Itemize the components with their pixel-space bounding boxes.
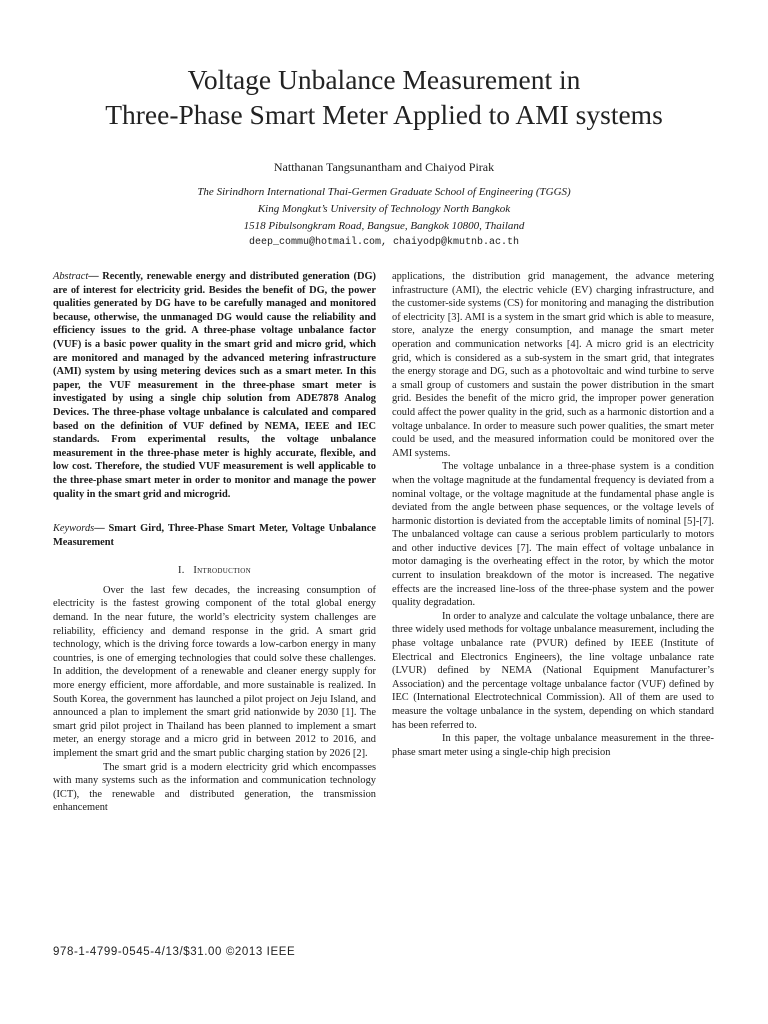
- keywords: [53, 522, 376, 549]
- right-paragraph-2: The voltage unbalance in a three-phase system is a condition when the voltage magnitude at the fundamental frequency is deviated from a nominal voltage, or the voltage magnitude at the fundamental phase angle is deviated from the angle between phase sequences, or the voltage levels of harmonic distortion is deviated from the acceptable limits of nominal [5]-[7]. The unbalanced voltage can cause a serious problem particularly to motors and other inductive devices [7]. The main effect of voltage unbalance in motor damaging is the overheating effect in the rotor, by which the motor current to insulation breakdown of the motor is increased. The negative effects are the increased line-loss of the three-phase system and the power quality degradation.: [392, 461, 714, 609]
- abstract-dash: —: [88, 271, 103, 282]
- abstract: [53, 270, 376, 501]
- abstract-label: Abstract: [53, 271, 89, 282]
- section-title: Introduction: [193, 565, 251, 577]
- affiliation-line-3: 1518 Pibulsongkram Road, Bangsue, Bangkok 10800, Thailand: [243, 220, 525, 232]
- abstract-text: Recently, renewable energy and distributed generation (DG) are of interest for electricity grid. Besides the benefit of DG, the power qualities generated by DG have to be carefully managed and monitored because, otherwise, the unmanaged DG would cause the reliability and efficiency issues to the grid. A three-phase voltage unbalance factor (VUF) is a basic power quality in the smart grid and micro grid, which are monitored and managed by the advanced metering infrastructure (AMI) system by using metering devices such as a smart meter. In this paper, the VUF measurement in the three-phase smart meter is investigated by using a single chip solution from ADE7878 Analog Devices. The three-phase voltage unbalance is calculated and compared based on the definition of VUF defined by NEMA, IEEE and IEC standards. From experimental results, the voltage unbalance measurement in the three-phase meter is highly accurate, flexible, and low cost. Therefore, the studied VUF measurement is well applicable to the three-phase smart meter in order to monitor and manage the power quality in the smart grid and microgrid.: [53, 271, 376, 500]
- intro-paragraph-2: The smart grid is a modern electricity grid which encompasses with many systems such as the information and communication technology (ICT), the renewable and distributed generation, the transmission enhancement: [53, 761, 376, 814]
- left-column: [53, 270, 376, 815]
- keywords-text: Smart Gird, Three-Phase Smart Meter, Voltage Unbalance Measurement: [53, 523, 376, 548]
- affiliation-line-1: The Sirindhorn International Thai-Germen Graduate School of Engineering (TGGS): [197, 186, 571, 198]
- copyright-footer: 978-1-4799-0545-4/13/$31.00 ©2013 IEEE: [53, 946, 296, 958]
- right-paragraph-3: In order to analyze and calculate the voltage unbalance, there are three widely used methods for voltage unbalance measurement, including the phase voltage unbalance rate (PVUR) defined by IEEE (Institute of Electrical and Electronics Engineers), the line voltage unbalance rate (LVUR) defined by NEMA (National Equipment Manufacturer’s Association) and the percentage voltage unbalance factor (VUF) defined by IEC (International Electrotechnical Commission). All of them are used to measure the voltage unbalance in the system, depending on which standard has been referred to.: [392, 610, 714, 731]
- section-number: I.: [178, 565, 185, 577]
- paper-title: [0, 62, 768, 132]
- section-heading-introduction: [53, 564, 376, 578]
- author-emails: deep_commu@hotmail.com, chaiyodp@kmutnb.ac.th: [248, 237, 520, 248]
- title-line-2: Three-Phase Smart Meter Applied to AMI systems: [105, 99, 663, 130]
- intro-paragraph-1: Over the last few decades, the increasing consumption of electricity is the fastest growing component of the total global energy demand. In the near future, the world’s electricity system challenges are reliability, efficiency and demand response in the grid. A smart grid technology, which is the driving force towards a low-carbon energy in many countries, is one of emerging technologies that could solve these challenges. In addition, the development of a renewable and cleaner energy supply for more energy efficient, more affordable, and more sustainable is realized. In South Korea, the government has launched a pilot project on Jeju Island, and announced a plan to implement the smart grid nationwide by 2030 [1]. The smart grid pilot project in Thailand has been planned to implement a smart meter, an energy storage and a micro grid in between 2012 to 2016, and implement the smart grid and the smart public charging station by 2026 [2].: [53, 584, 376, 759]
- affiliation-line-2: King Mongkut’s University of Technology North Bangkok: [257, 203, 511, 215]
- right-paragraph-1: applications, the distribution grid management, the advance metering infrastructure (AMI), the electric vehicle (EV) charging infrastructure, and the customer-side systems (CS) for monitoring and managing the distribution of electricity [3]. AMI is a system in the smart grid which is able to measure, store, analyze the energy consumption, and manage the smart meter operation and communication networks [4]. A micro grid is an electricity grid, which is considered as a sub-system in the smart grid, that integrates the energy storage and DG, such as a photovoltaic and wind turbine to serve a small group of customers and sustain the power distribution in the smart grid. Besides the benefit of the micro grid, the improper power generation could affect the power quality in the grid, such as a harmonic distortion and a voltage unbalance. In order to measure such power qualities, the smart meter could be used, and the measured information could be monitored over the AMI systems.: [392, 271, 714, 459]
- right-paragraph-4: In this paper, the voltage unbalance measurement in the three-phase smart meter using a single-chip high precision: [392, 733, 714, 758]
- author-names: Natthanan Tangsunantham and Chaiyod Pirak: [273, 160, 495, 174]
- title-line-1: Voltage Unbalance Measurement in: [187, 64, 581, 95]
- keywords-label: Keywords: [53, 523, 95, 535]
- right-column: [392, 270, 714, 759]
- keywords-dash: —: [94, 523, 109, 535]
- affiliation-block: [0, 184, 768, 235]
